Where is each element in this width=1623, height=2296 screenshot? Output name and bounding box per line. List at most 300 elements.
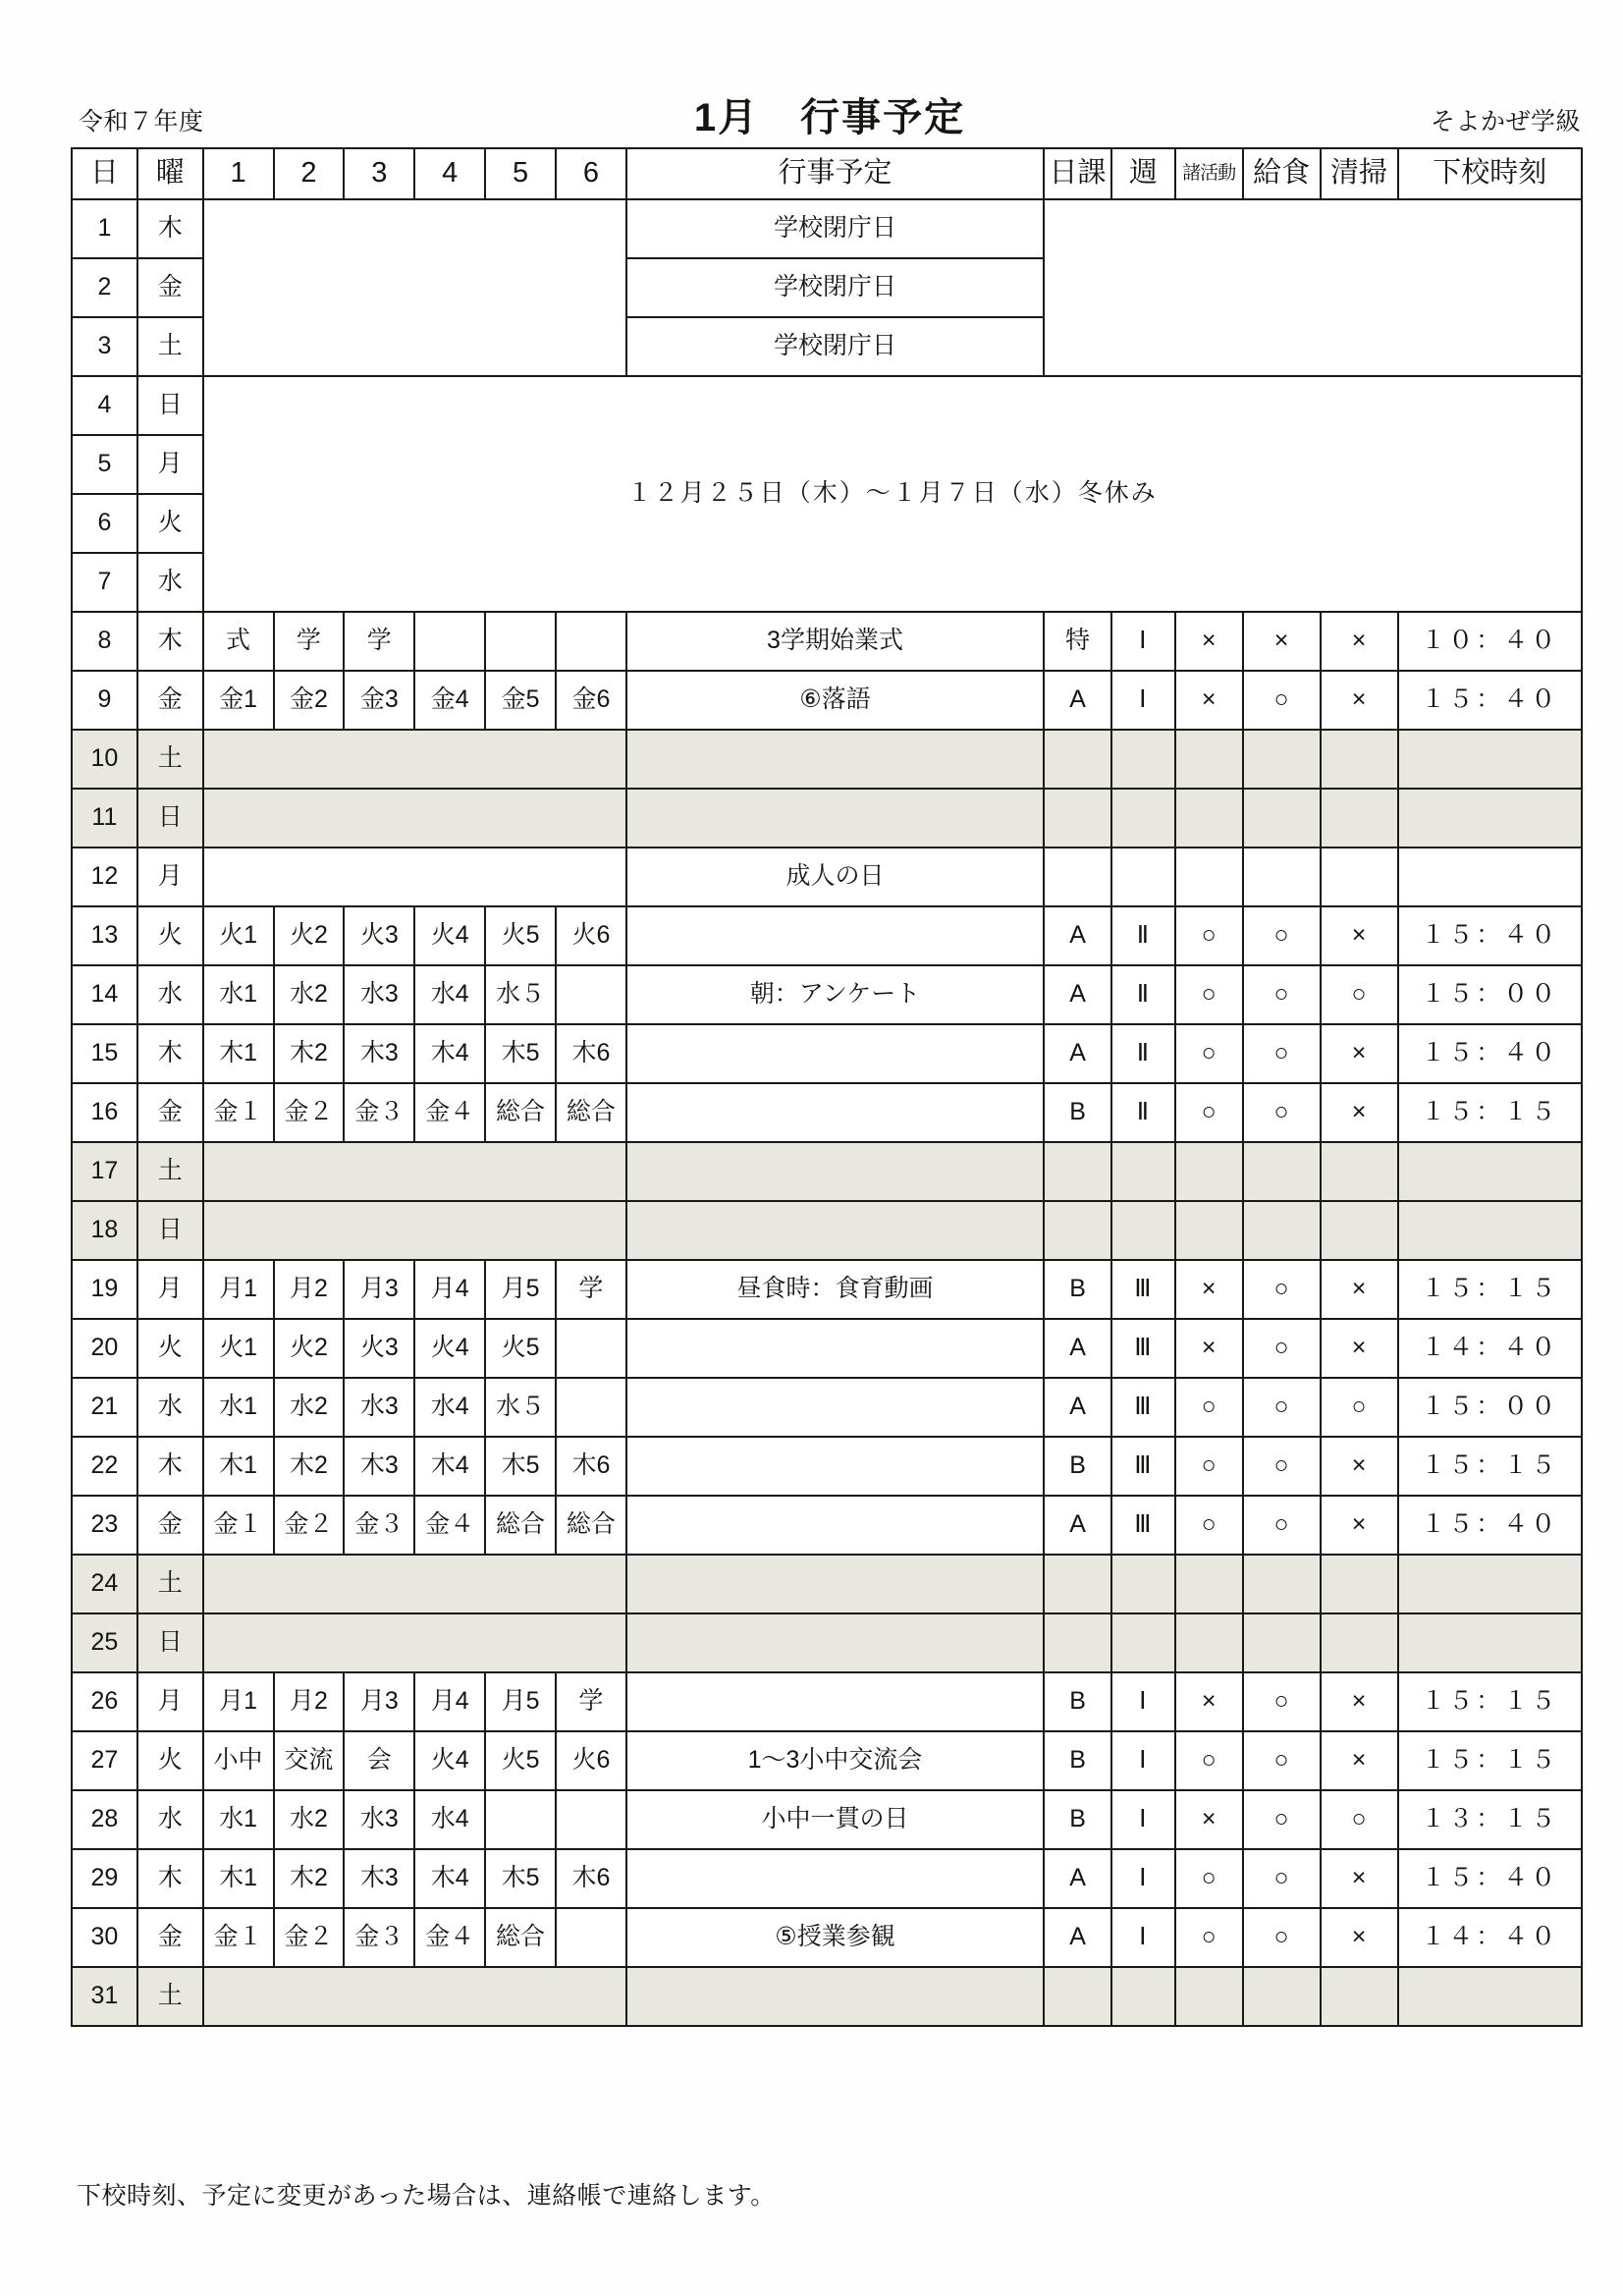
cell-event: [626, 1319, 1044, 1378]
cell-period-5: 水５: [485, 965, 556, 1024]
cell-period-1: 水1: [203, 1790, 274, 1849]
cell-period-4: [414, 612, 485, 671]
cell-winter-break: １２月２５日（木）～１月７日（水）冬休み: [203, 376, 1582, 612]
cell-day-of-week: 木: [137, 1437, 203, 1496]
cell-period-3: 金3: [344, 671, 414, 730]
cell-period-2: 金2: [274, 671, 345, 730]
cell-activity: [1175, 789, 1243, 847]
cell-day-number: 9: [72, 671, 137, 730]
cell-day-of-week: 水: [137, 553, 203, 612]
cell-period-1: 木1: [203, 1024, 274, 1083]
cell-event: [626, 1967, 1044, 2026]
cell-day-number: 27: [72, 1731, 137, 1790]
cell-week: [1111, 1613, 1175, 1672]
cell-period-4: 木4: [414, 1849, 485, 1908]
cell-dismissal: [1398, 1967, 1582, 2026]
cell-period-4: 水4: [414, 1790, 485, 1849]
cell-period-3: 木3: [344, 1024, 414, 1083]
cell-period-3: 水3: [344, 965, 414, 1024]
cell-nikka: A: [1044, 1496, 1111, 1555]
cell-day-of-week: 木: [137, 1024, 203, 1083]
cell-nikka: [1044, 1555, 1111, 1613]
cell-day-number: 25: [72, 1613, 137, 1672]
cell-cleaning: ×: [1321, 1731, 1398, 1790]
cell-activity: [1175, 1967, 1243, 2026]
cell-cleaning: ○: [1321, 1790, 1398, 1849]
cell-day-of-week: 水: [137, 1378, 203, 1437]
cell-dismissal: １５：００: [1398, 1378, 1582, 1437]
cell-cleaning: ×: [1321, 612, 1398, 671]
cell-day-of-week: 木: [137, 1849, 203, 1908]
cell-cleaning: [1321, 1142, 1398, 1201]
cell-period-5: 木5: [485, 1849, 556, 1908]
cell-lunch: [1243, 1613, 1321, 1672]
cell-event: [626, 1437, 1044, 1496]
table-row: [72, 1790, 1582, 1849]
cell-nikka: 特: [1044, 612, 1111, 671]
cell-period-6: [556, 1319, 626, 1378]
cell-period-3: 水3: [344, 1378, 414, 1437]
cell-period-3: 木3: [344, 1437, 414, 1496]
col-header-cleaning: 清掃: [1321, 148, 1398, 199]
cell-event: 学校閉庁日: [626, 317, 1044, 376]
cell-nikka: A: [1044, 1319, 1111, 1378]
cell-nikka: [1044, 1613, 1111, 1672]
cell-period-1: 月1: [203, 1260, 274, 1319]
cell-nikka: B: [1044, 1672, 1111, 1731]
table-row: [72, 1083, 1582, 1142]
cell-period-4: 水4: [414, 965, 485, 1024]
cell-day-number: 5: [72, 435, 137, 494]
cell-period-6: 学: [556, 1260, 626, 1319]
cell-dismissal: １０：４０: [1398, 612, 1582, 671]
cell-period-3: 月3: [344, 1260, 414, 1319]
col-header-dismissal: 下校時刻: [1398, 148, 1582, 199]
table-body: [72, 199, 1582, 2026]
cell-periods-blank: [203, 1142, 626, 1201]
cell-lunch: ○: [1243, 965, 1321, 1024]
cell-period-2: 木2: [274, 1437, 345, 1496]
col-header-period-4: 4: [414, 148, 485, 199]
cell-week: Ⅱ: [1111, 1024, 1175, 1083]
cell-cleaning: ×: [1321, 1083, 1398, 1142]
cell-week: Ⅰ: [1111, 1790, 1175, 1849]
cell-day-number: 22: [72, 1437, 137, 1496]
table-row: [72, 1437, 1582, 1496]
col-header-activity: 諸活動: [1175, 148, 1243, 199]
cell-day-of-week: 月: [137, 1672, 203, 1731]
cell-period-5: 火5: [485, 1319, 556, 1378]
cell-activity: ×: [1175, 1260, 1243, 1319]
cell-lunch: ○: [1243, 1496, 1321, 1555]
cell-activity: ○: [1175, 1437, 1243, 1496]
cell-event: [626, 1378, 1044, 1437]
cell-period-2: 火2: [274, 906, 345, 965]
cell-period-5: 総合: [485, 1908, 556, 1967]
cell-periods-blank: [203, 730, 626, 789]
cell-period-5: 総合: [485, 1083, 556, 1142]
cell-day-of-week: 火: [137, 494, 203, 553]
cell-period-1: 水1: [203, 965, 274, 1024]
cell-cleaning: [1321, 1201, 1398, 1260]
page-title: 1月 行事予定: [693, 96, 966, 139]
cell-day-number: 20: [72, 1319, 137, 1378]
cell-period-6: [556, 1378, 626, 1437]
cell-week: Ⅱ: [1111, 1083, 1175, 1142]
cell-event: 1～3小中交流会: [626, 1731, 1044, 1790]
cell-event: ⑤授業参観: [626, 1908, 1044, 1967]
cell-activity: ○: [1175, 1083, 1243, 1142]
cell-nikka: B: [1044, 1083, 1111, 1142]
cell-period-1: 火1: [203, 906, 274, 965]
cell-event: [626, 1496, 1044, 1555]
cell-activity: ×: [1175, 1319, 1243, 1378]
cell-day-of-week: 金: [137, 258, 203, 317]
cell-day-number: 31: [72, 1967, 137, 2026]
cell-day-number: 19: [72, 1260, 137, 1319]
col-header-period-2: 2: [274, 148, 345, 199]
cell-period-5: 金5: [485, 671, 556, 730]
table-row: [72, 1849, 1582, 1908]
cell-dismissal: １５：４０: [1398, 1849, 1582, 1908]
cell-period-4: 火4: [414, 1731, 485, 1790]
cell-nikka: [1044, 789, 1111, 847]
monthly-schedule-table: [71, 147, 1583, 2027]
cell-period-2: 金２: [274, 1496, 345, 1555]
cell-period-5: [485, 1790, 556, 1849]
cell-lunch: [1243, 1555, 1321, 1613]
cell-lunch: [1243, 1142, 1321, 1201]
cell-activity: [1175, 1201, 1243, 1260]
table-row: [72, 1319, 1582, 1378]
cell-period-4: 月4: [414, 1260, 485, 1319]
cell-dismissal: １３：１５: [1398, 1790, 1582, 1849]
cell-week: Ⅲ: [1111, 1437, 1175, 1496]
cell-dismissal: １５：１５: [1398, 1083, 1582, 1142]
cell-period-2: 学: [274, 612, 345, 671]
cell-week: Ⅱ: [1111, 965, 1175, 1024]
cell-day-of-week: 月: [137, 435, 203, 494]
cell-right-blank: [1044, 199, 1582, 376]
cell-event: [626, 1613, 1044, 1672]
cell-period-5: 木5: [485, 1437, 556, 1496]
cell-period-1: 木1: [203, 1437, 274, 1496]
cell-period-3: 金３: [344, 1083, 414, 1142]
cell-period-3: 木3: [344, 1849, 414, 1908]
cell-nikka: B: [1044, 1731, 1111, 1790]
table-row: [72, 1378, 1582, 1437]
cell-period-6: 金6: [556, 671, 626, 730]
cell-day-number: 18: [72, 1201, 137, 1260]
page-header: [79, 86, 1581, 147]
cell-event: [626, 906, 1044, 965]
cell-period-2: 月2: [274, 1260, 345, 1319]
cell-period-1: 小中: [203, 1731, 274, 1790]
cell-day-of-week: 水: [137, 1790, 203, 1849]
cell-dismissal: １５：４０: [1398, 1496, 1582, 1555]
cell-day-of-week: 日: [137, 1613, 203, 1672]
cell-cleaning: ×: [1321, 671, 1398, 730]
table-row: [72, 1672, 1582, 1731]
cell-dismissal: [1398, 1613, 1582, 1672]
cell-period-3: 会: [344, 1731, 414, 1790]
cell-nikka: [1044, 730, 1111, 789]
cell-period-3: 月3: [344, 1672, 414, 1731]
cell-lunch: ○: [1243, 1083, 1321, 1142]
cell-period-6: [556, 1908, 626, 1967]
cell-lunch: ○: [1243, 1672, 1321, 1731]
cell-week: [1111, 789, 1175, 847]
cell-cleaning: [1321, 1613, 1398, 1672]
cell-nikka: [1044, 1967, 1111, 2026]
cell-nikka: [1044, 847, 1111, 906]
cell-cleaning: ×: [1321, 1908, 1398, 1967]
cell-periods-blank: [203, 1613, 626, 1672]
cell-week: Ⅰ: [1111, 671, 1175, 730]
col-header-event: 行事予定: [626, 148, 1044, 199]
cell-periods-blank: [203, 1967, 626, 2026]
table-header-row: [72, 148, 1582, 199]
cell-dismissal: １４：４０: [1398, 1908, 1582, 1967]
cell-period-2: 水2: [274, 965, 345, 1024]
cell-nikka: A: [1044, 671, 1111, 730]
cell-event: 学校閉庁日: [626, 258, 1044, 317]
cell-event: [626, 1672, 1044, 1731]
cell-period-6: [556, 965, 626, 1024]
cell-day-number: 14: [72, 965, 137, 1024]
cell-week: [1111, 1142, 1175, 1201]
cell-period-6: [556, 1790, 626, 1849]
cell-event: [626, 789, 1044, 847]
cell-period-6: 総合: [556, 1083, 626, 1142]
cell-period-4: 金４: [414, 1083, 485, 1142]
table-row: [72, 1908, 1582, 1967]
cell-day-number: 23: [72, 1496, 137, 1555]
cell-day-number: 17: [72, 1142, 137, 1201]
cell-lunch: ○: [1243, 1319, 1321, 1378]
cell-period-1: 金１: [203, 1908, 274, 1967]
cell-dismissal: １５：１５: [1398, 1437, 1582, 1496]
cell-activity: [1175, 847, 1243, 906]
cell-lunch: ×: [1243, 612, 1321, 671]
cell-period-6: 火6: [556, 906, 626, 965]
cell-period-1: 金１: [203, 1496, 274, 1555]
cell-period-3: 水3: [344, 1790, 414, 1849]
cell-nikka: A: [1044, 1024, 1111, 1083]
cell-cleaning: [1321, 1555, 1398, 1613]
cell-day-of-week: 土: [137, 730, 203, 789]
cell-period-6: 火6: [556, 1731, 626, 1790]
table-row: [72, 789, 1582, 847]
cell-event: [626, 730, 1044, 789]
cell-day-number: 1: [72, 199, 137, 258]
cell-activity: ○: [1175, 1378, 1243, 1437]
table-row: [72, 1496, 1582, 1555]
cell-week: Ⅲ: [1111, 1319, 1175, 1378]
cell-day-number: 16: [72, 1083, 137, 1142]
cell-periods-blank: [203, 199, 626, 376]
cell-dismissal: １５：４０: [1398, 1024, 1582, 1083]
cell-cleaning: [1321, 847, 1398, 906]
cell-period-6: 木6: [556, 1849, 626, 1908]
cell-period-5: 木5: [485, 1024, 556, 1083]
table-row: [72, 1613, 1582, 1672]
cell-activity: ○: [1175, 965, 1243, 1024]
cell-event: 小中一貫の日: [626, 1790, 1044, 1849]
class-name-label: そよかぜ学級: [1430, 108, 1581, 136]
cell-period-2: 金２: [274, 1908, 345, 1967]
cell-day-number: 26: [72, 1672, 137, 1731]
cell-day-of-week: 火: [137, 1319, 203, 1378]
cell-period-3: 金３: [344, 1496, 414, 1555]
cell-day-number: 24: [72, 1555, 137, 1613]
cell-period-5: 水５: [485, 1378, 556, 1437]
cell-week: Ⅱ: [1111, 906, 1175, 965]
table-row: [72, 1024, 1582, 1083]
cell-day-number: 8: [72, 612, 137, 671]
cell-day-of-week: 日: [137, 376, 203, 435]
cell-cleaning: ×: [1321, 1319, 1398, 1378]
cell-activity: [1175, 1555, 1243, 1613]
cell-day-of-week: 日: [137, 1201, 203, 1260]
cell-period-1: 金１: [203, 1083, 274, 1142]
cell-cleaning: [1321, 1967, 1398, 2026]
cell-day-of-week: 月: [137, 1260, 203, 1319]
cell-nikka: A: [1044, 1378, 1111, 1437]
cell-week: Ⅰ: [1111, 1731, 1175, 1790]
cell-lunch: ○: [1243, 1378, 1321, 1437]
cell-lunch: ○: [1243, 1908, 1321, 1967]
cell-nikka: A: [1044, 965, 1111, 1024]
cell-nikka: B: [1044, 1437, 1111, 1496]
cell-day-of-week: 金: [137, 1908, 203, 1967]
cell-activity: ○: [1175, 1849, 1243, 1908]
cell-period-2: 金２: [274, 1083, 345, 1142]
cell-dismissal: １５：４０: [1398, 906, 1582, 965]
cell-dismissal: １４：４０: [1398, 1319, 1582, 1378]
cell-lunch: ○: [1243, 1437, 1321, 1496]
cell-dismissal: [1398, 1555, 1582, 1613]
cell-day-of-week: 金: [137, 671, 203, 730]
cell-dismissal: [1398, 1142, 1582, 1201]
cell-day-of-week: 水: [137, 965, 203, 1024]
cell-event: 学校閉庁日: [626, 199, 1044, 258]
cell-day-of-week: 木: [137, 612, 203, 671]
cell-day-of-week: 土: [137, 1967, 203, 2026]
cell-cleaning: ○: [1321, 965, 1398, 1024]
cell-lunch: [1243, 789, 1321, 847]
table-row: [72, 965, 1582, 1024]
cell-activity: ○: [1175, 1731, 1243, 1790]
cell-period-5: 月5: [485, 1260, 556, 1319]
cell-day-of-week: 金: [137, 1496, 203, 1555]
table-row: [72, 199, 1582, 258]
cell-period-4: 金４: [414, 1496, 485, 1555]
cell-event: [626, 1555, 1044, 1613]
cell-event: [626, 1083, 1044, 1142]
cell-period-5: 火5: [485, 1731, 556, 1790]
cell-day-number: 4: [72, 376, 137, 435]
table-row: [72, 612, 1582, 671]
cell-cleaning: ×: [1321, 1024, 1398, 1083]
cell-periods-blank: [203, 789, 626, 847]
cell-event: [626, 1024, 1044, 1083]
table-row: [72, 671, 1582, 730]
cell-period-4: 木4: [414, 1437, 485, 1496]
cell-period-2: 交流: [274, 1731, 345, 1790]
cell-day-number: 7: [72, 553, 137, 612]
cell-nikka: [1044, 1201, 1111, 1260]
cell-day-of-week: 日: [137, 789, 203, 847]
cell-activity: ×: [1175, 1672, 1243, 1731]
cell-period-4: 木4: [414, 1024, 485, 1083]
cell-period-1: 式: [203, 612, 274, 671]
cell-lunch: ○: [1243, 671, 1321, 730]
cell-day-number: 28: [72, 1790, 137, 1849]
cell-dismissal: １５：１５: [1398, 1672, 1582, 1731]
cell-period-4: 水4: [414, 1378, 485, 1437]
cell-day-of-week: 月: [137, 847, 203, 906]
cell-activity: ×: [1175, 671, 1243, 730]
cell-event: 昼食時：食育動画: [626, 1260, 1044, 1319]
table-row: [72, 376, 1582, 435]
cell-activity: ○: [1175, 1908, 1243, 1967]
cell-dismissal: １５：００: [1398, 965, 1582, 1024]
table-row: [72, 1555, 1582, 1613]
cell-nikka: [1044, 1142, 1111, 1201]
cell-event: 3学期始業式: [626, 612, 1044, 671]
cell-cleaning: ×: [1321, 1260, 1398, 1319]
cell-nikka: A: [1044, 1908, 1111, 1967]
cell-day-of-week: 土: [137, 317, 203, 376]
cell-lunch: ○: [1243, 1024, 1321, 1083]
cell-period-4: 火4: [414, 906, 485, 965]
table-row: [72, 1201, 1582, 1260]
cell-period-3: 火3: [344, 906, 414, 965]
cell-event: [626, 1142, 1044, 1201]
col-header-day: 日: [72, 148, 137, 199]
cell-lunch: [1243, 847, 1321, 906]
cell-lunch: [1243, 730, 1321, 789]
cell-period-6: 木6: [556, 1437, 626, 1496]
cell-activity: [1175, 730, 1243, 789]
cell-period-2: 水2: [274, 1378, 345, 1437]
col-header-period-6: 6: [556, 148, 626, 199]
cell-periods-blank: [203, 1555, 626, 1613]
cell-period-1: 月1: [203, 1672, 274, 1731]
cell-week: [1111, 1555, 1175, 1613]
cell-week: [1111, 1967, 1175, 2026]
cell-nikka: A: [1044, 1849, 1111, 1908]
cell-day-of-week: 木: [137, 199, 203, 258]
cell-dismissal: [1398, 789, 1582, 847]
cell-week: [1111, 847, 1175, 906]
cell-week: Ⅰ: [1111, 1672, 1175, 1731]
cell-lunch: ○: [1243, 1260, 1321, 1319]
cell-lunch: ○: [1243, 1849, 1321, 1908]
cell-period-6: 総合: [556, 1496, 626, 1555]
cell-period-2: 火2: [274, 1319, 345, 1378]
cell-dismissal: [1398, 1201, 1582, 1260]
cell-periods-blank: [203, 1201, 626, 1260]
cell-period-3: 学: [344, 612, 414, 671]
table-row: [72, 1967, 1582, 2026]
cell-activity: [1175, 1142, 1243, 1201]
cell-period-4: 金4: [414, 671, 485, 730]
cell-nikka: B: [1044, 1260, 1111, 1319]
cell-event: 朝：アンケート: [626, 965, 1044, 1024]
cell-nikka: A: [1044, 906, 1111, 965]
